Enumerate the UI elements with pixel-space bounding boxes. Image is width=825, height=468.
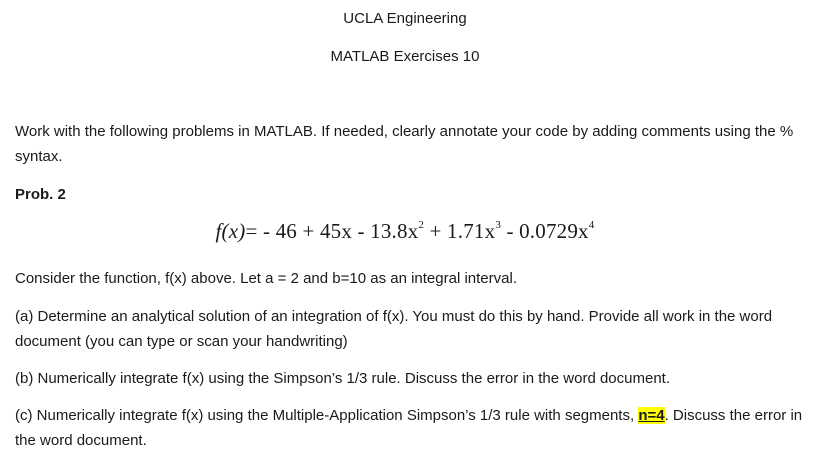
- part-c-text-after: . Discuss the error in the word document.: [15, 407, 803, 449]
- part-b-paragraph: (b) Numerically integrate f(x) using the Simpson’s 1/3 rule. Discuss the error in the word document.: [15, 370, 670, 387]
- equation-exponent-2: 2: [418, 219, 425, 231]
- equation-exponent-4: 4: [588, 219, 595, 231]
- part-c-text-before: (c) Numerically integrate f(x) using the Multiple-Application Simpson’s 1/3 rule with segments,: [15, 407, 639, 424]
- equation-lhs: f(x): [215, 219, 246, 243]
- document-subtitle: MATLAB Exercises 10: [330, 48, 480, 65]
- highlighted-segments: n=4: [638, 407, 665, 424]
- equation-term-2: - 13.8x: [352, 219, 419, 243]
- equation-equals: =: [245, 219, 258, 243]
- equation-term-1: + 45x: [297, 219, 353, 243]
- equation-term-3: + 1.71x: [424, 219, 496, 243]
- equation-term-4: - 0.0729x: [501, 219, 589, 243]
- part-a-paragraph: (a) Determine an analytical solution of an integration of f(x). You must do this by hand. Provide all work in the word document (you can type or scan your handwriting): [15, 308, 773, 350]
- document-header: UCLA Engineering: [343, 10, 467, 27]
- function-equation: [0, 219, 810, 244]
- equation-term-0: - 46: [257, 219, 298, 243]
- intro-paragraph: Work with the following problems in MATLAB. If needed, clearly annotate your code by adding comments using the % syntax.: [15, 123, 794, 165]
- problem-label: Prob. 2: [15, 186, 66, 203]
- part-c-paragraph: [15, 403, 805, 453]
- equation-exponent-3: 3: [495, 219, 502, 231]
- consider-paragraph: Consider the function, f(x) above. Let a = 2 and b=10 as an integral interval.: [15, 270, 517, 287]
